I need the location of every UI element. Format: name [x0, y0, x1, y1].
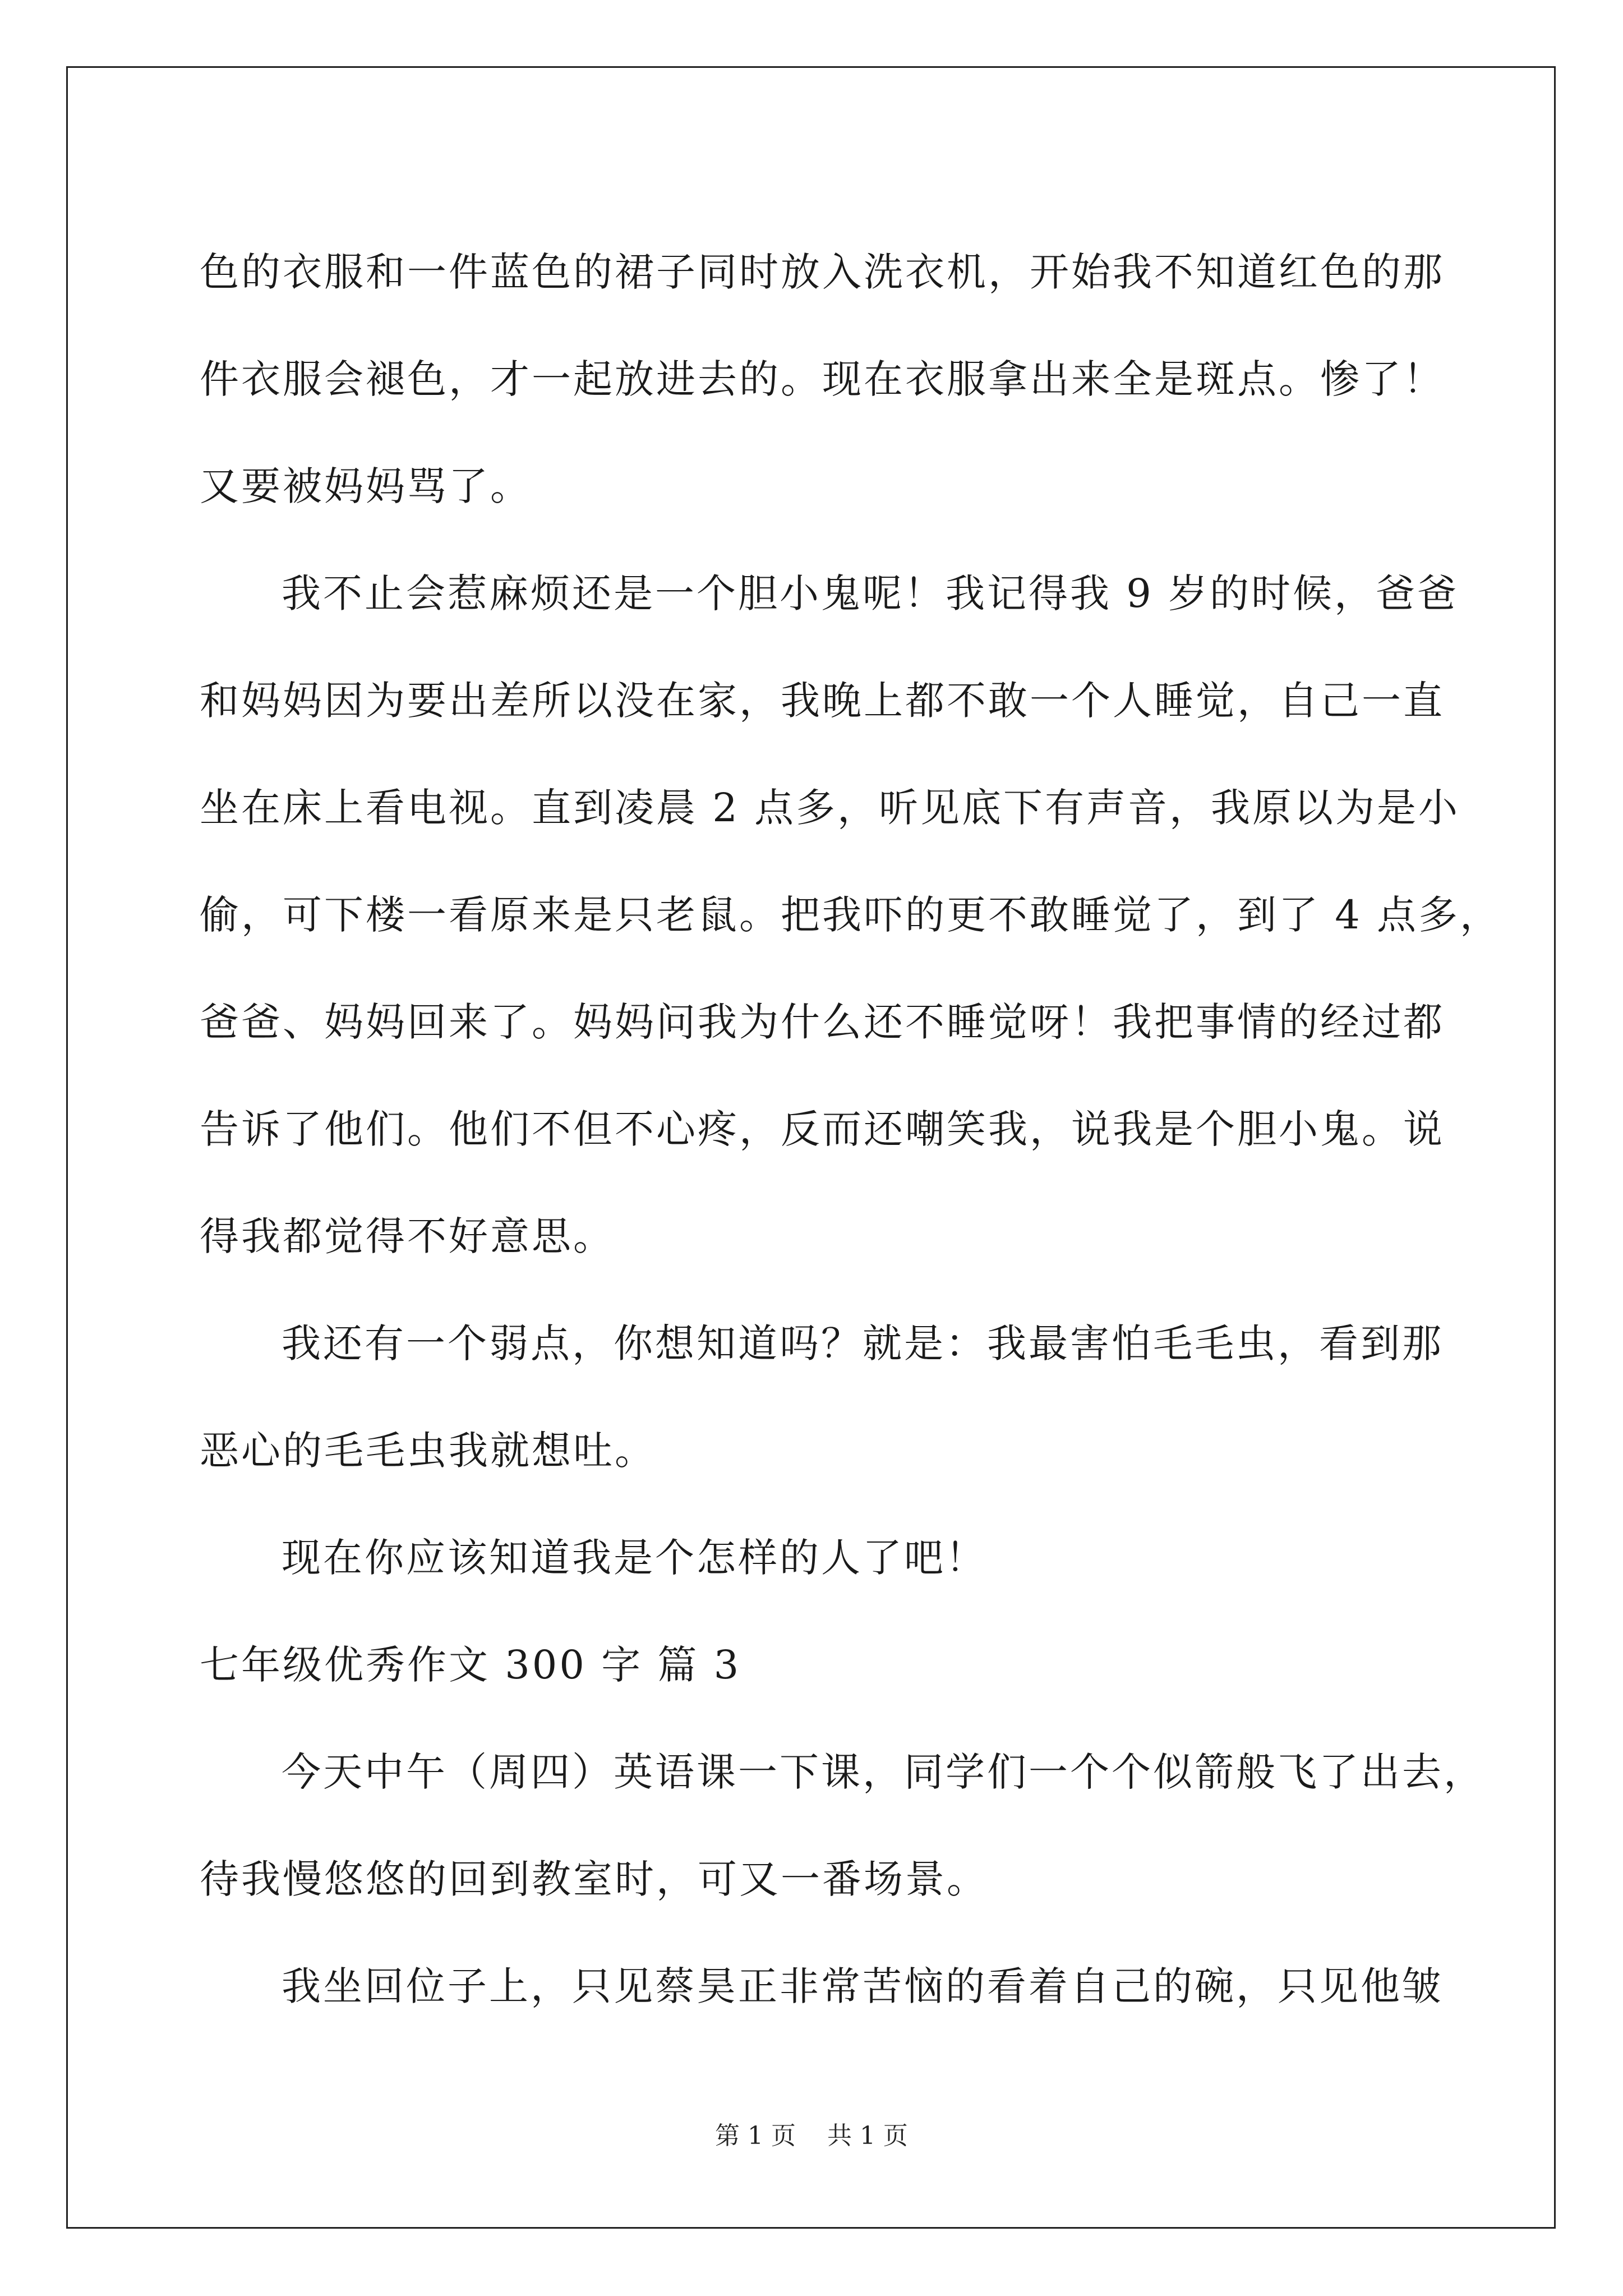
paragraph-start-line: 现在你应该知道我是个怎样的人了吧！ — [282, 1535, 987, 1581]
text-line: 件衣服会褪色，才一起放进去的。现在衣服拿出来全是斑点。惨了！ — [200, 356, 1445, 402]
text-line: 爸爸、妈妈回来了。妈妈问我为什么还不睡觉呀！我把事情的经过都 — [200, 999, 1445, 1045]
paragraph-start-line: 我坐回位子上，只见蔡昊正非常苦恼的看着自己的碗，只见他皱 — [282, 1963, 1444, 2009]
text-line: 恶心的毛毛虫我就想吐。 — [200, 1428, 656, 1474]
text-line: 色的衣服和一件蓝色的裙子同时放入洗衣机，开始我不知道红色的那 — [200, 249, 1445, 295]
text-line: 待我慢悠悠的回到教室时，可又一番场景。 — [200, 1856, 988, 1902]
page-footer — [0, 2119, 1623, 2153]
paragraph-start-line: 我不止会惹麻烦还是一个胆小鬼呢！我记得我 9 岁的时候，爸爸 — [282, 570, 1459, 616]
text-line: 和妈妈因为要出差所以没在家，我晚上都不敢一个人睡觉，自己一直 — [200, 678, 1445, 724]
text-line: 告诉了他们。他们不但不心疼，反而还嘲笑我，说我是个胆小鬼。说 — [200, 1106, 1445, 1152]
page-number-label: 第 1 页 共 1 页 — [715, 2122, 908, 2150]
document-body — [200, 219, 1502, 2040]
section-heading: 七年级优秀作文 300 字 篇 3 — [200, 1642, 741, 1688]
text-line: 得我都觉得不好意思。 — [200, 1213, 615, 1259]
paragraph-start-line: 今天中午（周四）英语课一下课，同学们一个个似箭般飞了出去， — [282, 1749, 1485, 1795]
text-line: 偷，可下楼一看原来是只老鼠。把我吓的更不敢睡觉了，到了 4 点多， — [200, 892, 1502, 938]
text-line: 又要被妈妈骂了。 — [200, 463, 532, 509]
text-line: 坐在床上看电视。直到凌晨 2 点多，听见底下有声音，我原以为是小 — [200, 785, 1460, 831]
paragraph-start-line: 我还有一个弱点，你想知道吗？就是：我最害怕毛毛虫，看到那 — [282, 1320, 1444, 1366]
